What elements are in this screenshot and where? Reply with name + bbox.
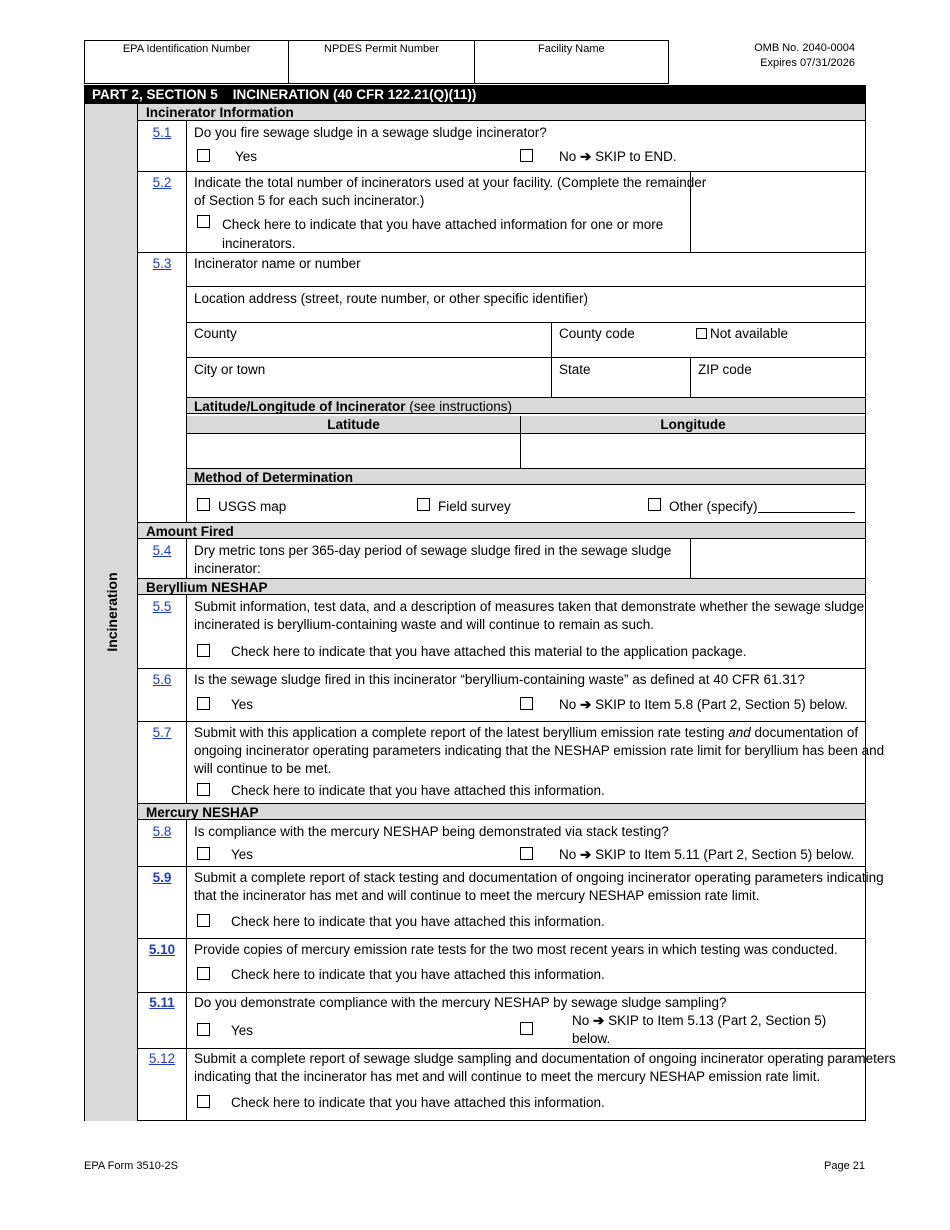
page-number: Page 21 bbox=[824, 1160, 865, 1172]
longitude-input[interactable] bbox=[521, 434, 865, 468]
usgs-label: USGS map bbox=[218, 499, 287, 514]
arrow-right-icon: ➔ bbox=[580, 847, 592, 862]
omb-number: OMB No. 2040-0004 bbox=[754, 42, 855, 54]
yes-label: Yes bbox=[235, 149, 258, 164]
check-label: Check here to indicate that you have attached information for one or more bbox=[222, 217, 664, 232]
question-text: Do you demonstrate compliance with the mercury NESHAP by sewage sludge sampling? bbox=[194, 995, 727, 1010]
header-table bbox=[84, 40, 669, 84]
city-field[interactable]: City or town bbox=[194, 362, 266, 377]
attach-checkbox[interactable] bbox=[197, 914, 210, 927]
question-text: ongoing incinerator operating parameters indicating that the NESHAP emission rate limit for beryllium has been and bbox=[194, 743, 885, 758]
yes-label: Yes bbox=[231, 847, 254, 862]
item-number[interactable]: 5.3 bbox=[152, 256, 172, 271]
item-number[interactable]: 5.12 bbox=[148, 1051, 176, 1066]
attach-checkbox[interactable] bbox=[197, 967, 210, 980]
yes-checkbox[interactable] bbox=[197, 847, 210, 860]
longitude-header: Longitude bbox=[521, 416, 865, 434]
other-checkbox[interactable] bbox=[648, 498, 661, 511]
item-number[interactable]: 5.10 bbox=[148, 942, 176, 957]
county-code-field[interactable]: County code bbox=[559, 326, 635, 341]
item-number[interactable]: 5.9 bbox=[152, 870, 172, 885]
question-text: Submit a complete report of stack testing and documentation of ongoing incinerator operating parameters indicating bbox=[194, 870, 884, 885]
question-text: Dry metric tons per 365-day period of sewage sludge fired in the sewage sludge bbox=[194, 543, 672, 558]
epa-id-field[interactable] bbox=[85, 41, 289, 83]
yes-checkbox[interactable] bbox=[197, 149, 210, 162]
question-text: incinerated is beryllium-containing waste and will continue to remain as such. bbox=[194, 617, 654, 632]
no-label: No ➔ SKIP to Item 5.8 (Part 2, Section 5) below. bbox=[559, 697, 848, 712]
attach-checkbox[interactable] bbox=[197, 215, 210, 228]
incinerator-name-field[interactable]: Incinerator name or number bbox=[194, 256, 361, 271]
latitude-header: Latitude bbox=[187, 416, 520, 434]
location-field[interactable]: Location address (street, route number, or other specific identifier) bbox=[194, 291, 588, 306]
item-number[interactable]: 5.5 bbox=[152, 599, 172, 614]
item-number[interactable]: 5.2 bbox=[152, 175, 172, 190]
section-incinerator-info: Incinerator Information bbox=[138, 104, 866, 121]
item-number[interactable]: 5.11 bbox=[149, 995, 175, 1010]
question-text: Is compliance with the mercury NESHAP being demonstrated via stack testing? bbox=[194, 824, 669, 839]
question-text: that the incinerator has met and will continue to meet the mercury NESHAP emission rate limit. bbox=[194, 888, 760, 903]
latlong-header: Latitude/Longitude of Incinerator (see instructions) bbox=[187, 397, 866, 414]
attach-checkbox[interactable] bbox=[197, 783, 210, 796]
yes-checkbox[interactable] bbox=[197, 697, 210, 710]
question-text: incinerator: bbox=[194, 561, 261, 576]
incinerator-count-input[interactable] bbox=[691, 172, 865, 251]
method-header: Method of Determination bbox=[187, 468, 866, 485]
field-survey-checkbox[interactable] bbox=[417, 498, 430, 511]
section-beryllium: Beryllium NESHAP bbox=[138, 578, 866, 595]
no-label: No ➔ SKIP to Item 5.11 (Part 2, Section 5) below. bbox=[559, 847, 855, 862]
no-checkbox[interactable] bbox=[520, 697, 533, 710]
arrow-right-icon: ➔ bbox=[593, 1013, 605, 1028]
facility-field[interactable] bbox=[475, 41, 668, 83]
county-field[interactable]: County bbox=[194, 326, 237, 341]
section-mercury: Mercury NESHAP bbox=[138, 803, 866, 820]
item-number[interactable]: 5.1 bbox=[152, 125, 172, 140]
check-label: Check here to indicate that you have attached this information. bbox=[231, 783, 605, 798]
item-number[interactable]: 5.6 bbox=[152, 672, 172, 687]
no-checkbox[interactable] bbox=[520, 847, 533, 860]
facility-label: Facility Name bbox=[538, 43, 605, 55]
no-label: No ➔ SKIP to Item 5.13 (Part 2, Section 5) bbox=[572, 1013, 827, 1028]
latitude-input[interactable] bbox=[187, 434, 520, 468]
question-text: Do you fire sewage sludge in a sewage sludge incinerator? bbox=[194, 125, 547, 140]
question-text: will continue to be met. bbox=[194, 761, 332, 776]
item-number[interactable]: 5.8 bbox=[152, 824, 172, 839]
question-text: Is the sewage sludge fired in this incinerator “beryllium-containing waste” as defined at 40 CFR 61.31? bbox=[194, 672, 805, 687]
yes-label: Yes bbox=[231, 1023, 254, 1038]
no-label-continued: below. bbox=[572, 1031, 611, 1046]
dry-tons-input[interactable] bbox=[691, 540, 865, 577]
zip-field[interactable]: ZIP code bbox=[698, 362, 752, 377]
arrow-right-icon: ➔ bbox=[580, 149, 592, 164]
attach-checkbox[interactable] bbox=[197, 1095, 210, 1108]
npdes-label: NPDES Permit Number bbox=[324, 43, 439, 55]
check-label: Check here to indicate that you have attached this information. bbox=[231, 967, 605, 982]
omb-block bbox=[754, 41, 855, 71]
no-label: No ➔ SKIP to END. bbox=[559, 149, 677, 164]
check-label: incinerators. bbox=[222, 236, 296, 251]
question-text: Provide copies of mercury emission rate tests for the two most recent years in which testing was conducted. bbox=[194, 942, 838, 957]
expires-date: Expires 07/31/2026 bbox=[760, 57, 855, 69]
usgs-checkbox[interactable] bbox=[197, 498, 210, 511]
state-field[interactable]: State bbox=[559, 362, 591, 377]
part-title: PART 2, SECTION 5 INCINERATION (40 CFR 122.21(Q)(11)) bbox=[84, 85, 866, 104]
item-number[interactable]: 5.7 bbox=[152, 725, 172, 740]
yes-checkbox[interactable] bbox=[197, 1023, 210, 1036]
npdes-field[interactable] bbox=[289, 41, 474, 83]
check-label: Check here to indicate that you have attached this information. bbox=[231, 1095, 605, 1110]
side-label: Incineration bbox=[104, 572, 120, 652]
attach-checkbox[interactable] bbox=[197, 644, 210, 657]
check-label: Check here to indicate that you have attached this information. bbox=[231, 914, 605, 929]
question-text: Indicate the total number of incinerators used at your facility. (Complete the remainder bbox=[194, 175, 707, 190]
question-text: of Section 5 for each such incinerator.) bbox=[194, 193, 425, 208]
item-number[interactable]: 5.4 bbox=[152, 543, 172, 558]
section-amount-fired: Amount Fired bbox=[138, 522, 866, 539]
field-survey-label: Field survey bbox=[438, 499, 511, 514]
other-label: Other (specify) bbox=[669, 499, 758, 514]
not-available-option[interactable]: Not available bbox=[696, 325, 788, 343]
yes-label: Yes bbox=[231, 697, 254, 712]
no-checkbox[interactable] bbox=[520, 1022, 533, 1035]
form-number: EPA Form 3510-2S bbox=[84, 1160, 178, 1172]
other-specify-input[interactable] bbox=[758, 512, 855, 513]
question-text: Submit with this application a complete report of the latest beryllium emission rate testing and documentation of bbox=[194, 725, 859, 740]
arrow-right-icon: ➔ bbox=[580, 697, 592, 712]
epa-id-label: EPA Identification Number bbox=[122, 43, 251, 55]
not-available-checkbox[interactable] bbox=[696, 328, 707, 339]
no-checkbox[interactable] bbox=[520, 149, 533, 162]
question-text: Submit information, test data, and a description of measures taken that demonstrate whether the sewage sludge bbox=[194, 599, 865, 614]
check-label: Check here to indicate that you have attached this material to the application package. bbox=[231, 644, 747, 659]
question-text: Submit a complete report of sewage sludge sampling and documentation of ongoing incinerator operating parameters bbox=[194, 1051, 896, 1066]
question-text: indicating that the incinerator has met and will continue to meet the mercury NESHAP emission rate limit. bbox=[194, 1069, 821, 1084]
